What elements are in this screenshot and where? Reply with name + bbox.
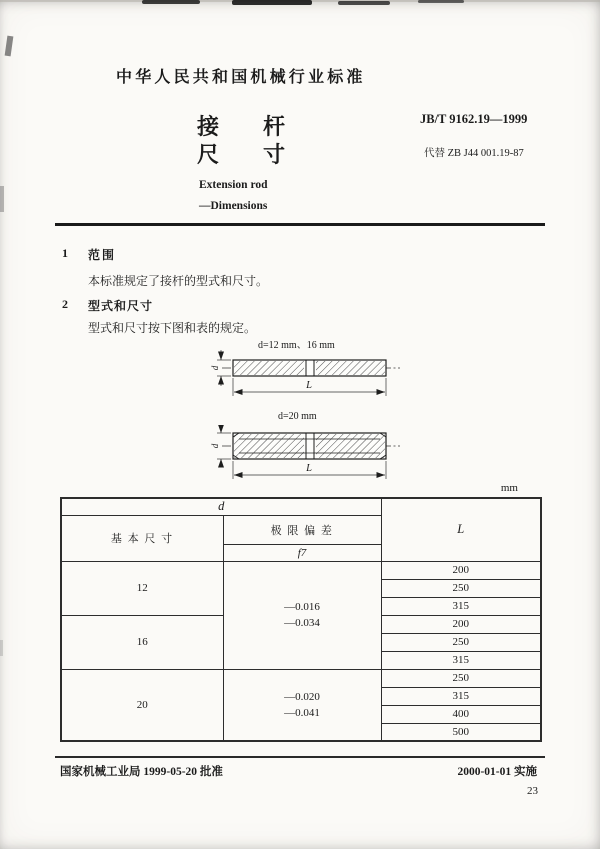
length-cell: 500 — [381, 723, 541, 741]
basic-size-cell-12: 12 — [61, 561, 223, 615]
deviation-cell-20 — [223, 669, 381, 741]
replaces-note: 代替 ZB J44 001.19-87 — [424, 148, 524, 159]
section2-heading: 型式和尺寸 — [88, 299, 154, 313]
figure2-rod-drawing — [168, 425, 428, 489]
figure2-dim-label-d: d — [210, 443, 220, 449]
col-header-d: d — [61, 498, 381, 515]
col-header-limit-deviation: 极 限 偏 差 — [223, 515, 381, 544]
deviation-cell-12-16 — [223, 561, 381, 669]
dimensions-table — [60, 497, 542, 742]
section2-body: 型式和尺寸按下图和表的规定。 — [88, 321, 257, 335]
section1-heading: 范围 — [88, 248, 117, 262]
section1-number: 1 — [62, 246, 68, 260]
standard-org-title: 中华人民共和国机械行业标准 — [116, 69, 366, 86]
length-cell: 315 — [381, 687, 541, 705]
col-header-basic-size: 基 本 尺 寸 — [61, 515, 223, 561]
doc-title-cn-line1: 接 杆 — [197, 114, 286, 139]
doc-title-cn-line2: 尺 寸 — [197, 142, 286, 167]
length-cell: 315 — [381, 651, 541, 669]
figure2-dim-label-L: L — [306, 463, 312, 474]
length-cell: 250 — [381, 633, 541, 651]
doc-title-en-line1: Extension rod — [199, 179, 268, 191]
length-cell: 315 — [381, 597, 541, 615]
standard-number: JB/T 9162.19—1999 — [420, 112, 528, 126]
length-cell: 250 — [381, 579, 541, 597]
deviation-upper: —0.016 — [284, 601, 320, 613]
figure1-dim-label-d: d — [210, 365, 220, 371]
figure1-dim-label-L: L — [306, 380, 312, 391]
length-cell: 200 — [381, 561, 541, 579]
scan-artifact — [5, 36, 14, 57]
scan-artifact — [418, 0, 464, 3]
scan-artifact — [338, 1, 390, 5]
length-cell: 250 — [381, 669, 541, 687]
figure2-caption: d=20 mm — [278, 411, 317, 422]
scan-artifact — [232, 0, 312, 5]
page-number: 23 — [527, 785, 538, 797]
figure1-rod-drawing — [168, 348, 428, 406]
scan-artifact — [142, 0, 200, 4]
deviation-lower: —0.041 — [284, 706, 320, 719]
deviation-lower: —0.034 — [284, 617, 320, 629]
scan-artifact — [0, 186, 4, 212]
basic-size-cell-16: 16 — [61, 615, 223, 669]
footer-rule — [55, 756, 545, 758]
length-cell: 200 — [381, 615, 541, 633]
length-cell: 400 — [381, 705, 541, 723]
col-header-L: L — [381, 498, 541, 561]
basic-size-cell-20: 20 — [61, 669, 223, 741]
deviation-upper: —0.020 — [284, 690, 320, 703]
table-unit-label: mm — [500, 482, 518, 494]
header-rule — [55, 223, 545, 226]
figure1-caption: d=12 mm、16 mm — [258, 340, 335, 351]
section2-number: 2 — [62, 297, 68, 311]
tolerance-class-cell: f7 — [223, 544, 381, 561]
scan-artifact — [0, 640, 3, 656]
approval-note: 国家机械工业局 1999-05-20 批准 — [60, 766, 223, 778]
section1-body: 本标准规定了接杆的型式和尺寸。 — [88, 274, 269, 288]
implementation-note: 2000-01-01 实施 — [457, 766, 537, 778]
doc-title-en-line2: —Dimensions — [199, 200, 268, 212]
